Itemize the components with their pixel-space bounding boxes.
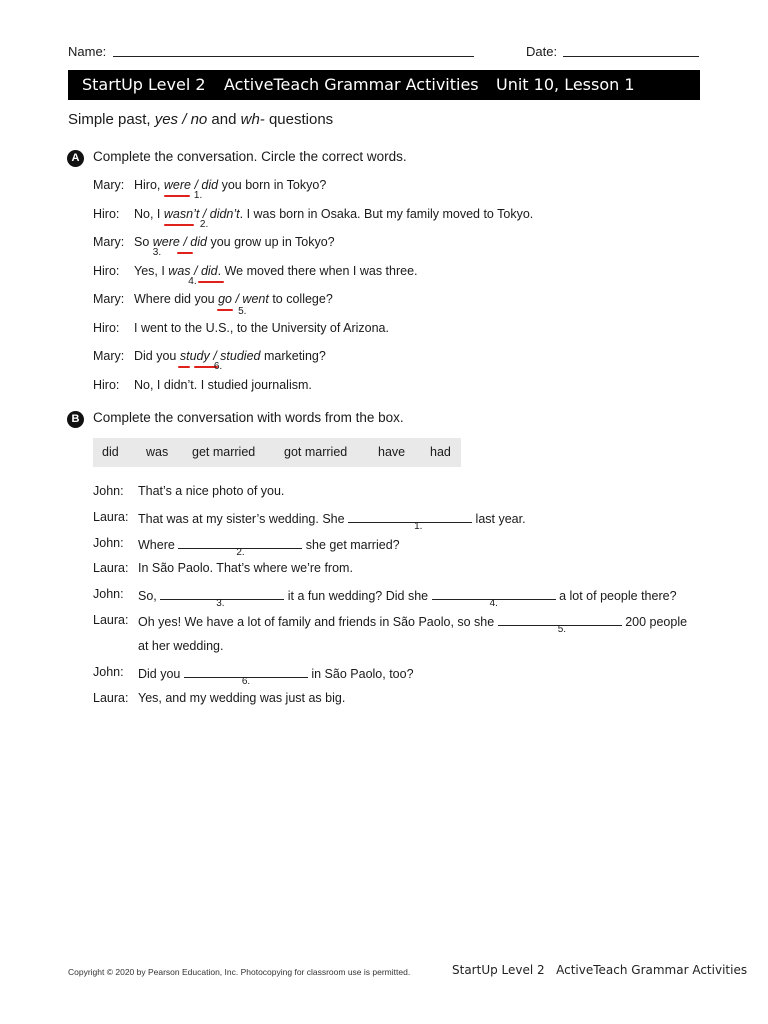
speaker-label: Mary: <box>93 292 125 306</box>
word-box-item: get married <box>192 445 256 459</box>
section-b-instruction: Complete the conversation with words from the box. <box>93 410 404 425</box>
answer-blank[interactable] <box>184 665 308 687</box>
circled-answer-mark <box>198 281 224 283</box>
section-b-badge: B <box>67 411 84 428</box>
footer-title: StartUp Level 2 ActiveTeach Grammar Activities <box>452 963 748 977</box>
speaker-label: Hiro: <box>93 378 120 392</box>
word-box-item: got married <box>284 445 348 459</box>
title-banner <box>68 70 700 100</box>
speaker-label: John: <box>93 587 124 601</box>
line-text: Did you 6. in São Paolo, too? <box>138 667 414 687</box>
circled-answer-mark <box>164 195 190 197</box>
circled-answer-mark <box>164 224 194 226</box>
answer-choice[interactable]: study / studied 6. <box>179 349 261 372</box>
line-text: No, I didn’t. I studied journalism. <box>134 378 312 392</box>
item-number: 2. <box>236 547 245 558</box>
line-text: That was at my sister’s wedding. She 1. last year. <box>138 512 526 532</box>
answer-choice[interactable]: were / did 3. <box>152 235 207 258</box>
answer-choice[interactable]: go / went 5. <box>218 292 269 317</box>
item-number: 6. <box>213 361 223 372</box>
line-text: Where did you go / went 5. to college? <box>134 292 333 317</box>
name-line <box>113 56 474 57</box>
word-box-item: had <box>430 445 451 459</box>
circled-answer-mark <box>217 309 233 311</box>
word-box-item: was <box>146 445 169 459</box>
speaker-label: Mary: <box>93 349 125 363</box>
line-text: Yes, and my wedding was just as big. <box>138 691 346 705</box>
name-label: Name: <box>68 44 107 59</box>
banner-activity: ActiveTeach Grammar Activities <box>224 75 479 94</box>
speaker-label: John: <box>93 536 124 550</box>
item-number: 2. <box>199 219 209 230</box>
speaker-label: Laura: <box>93 561 129 575</box>
speaker-label: Hiro: <box>93 321 120 335</box>
answer-choice[interactable]: was / did 4. <box>168 264 217 278</box>
item-number: 5. <box>238 306 247 317</box>
banner-unit: Unit 10, Lesson 1 <box>496 75 635 94</box>
answer-blank[interactable] <box>178 536 302 558</box>
circled-answer-mark <box>178 366 190 368</box>
speaker-label: Laura: <box>93 510 129 524</box>
line-text: Yes, I was / did 4. . We moved there when I was three. <box>134 264 418 287</box>
word-box-item: did <box>102 445 119 459</box>
circled-answer-mark <box>177 252 193 254</box>
line-text: at her wedding. <box>138 639 224 653</box>
line-text: Oh yes! We have a lot of family and friends in São Paolo, so she 5. 200 people <box>138 615 688 635</box>
item-number: 3. <box>216 598 225 609</box>
speaker-label: John: <box>93 665 124 679</box>
answer-choice[interactable]: were / did 1. <box>163 178 219 201</box>
line-text: So, 3. it a fun wedding? Did she 4. a lot of people there? <box>138 589 677 609</box>
item-number: 5. <box>557 624 567 635</box>
speaker-label: Mary: <box>93 178 125 192</box>
item-number: 4. <box>188 276 197 287</box>
section-a-badge: A <box>67 150 84 167</box>
word-box-item: have <box>378 445 406 459</box>
speaker-label: Hiro: <box>93 264 120 278</box>
line-text: Did you study / studied 6. marketing? <box>134 349 326 372</box>
item-number: 3. <box>152 247 162 258</box>
line-text: No, I wasn’t / didn’t 2. . I was born in Osaka. But my family moved to Tokyo. <box>134 207 534 230</box>
speaker-label: Hiro: <box>93 207 120 221</box>
answer-blank[interactable] <box>432 587 556 609</box>
line-text: I went to the U.S., to the University of Arizona. <box>134 321 389 335</box>
line-text: Where 2. she get married? <box>138 538 400 558</box>
speaker-label: Mary: <box>93 235 125 249</box>
line-text: In São Paolo. That’s where we’re from. <box>138 561 353 575</box>
date-line <box>563 56 699 57</box>
line-text: So were / did 3. you grow up in Tokyo? <box>134 235 335 258</box>
page-subtitle: Simple past, yes / no and wh- questions <box>68 111 334 128</box>
line-text: Hiro, were / did 1. you born in Tokyo? <box>134 178 327 201</box>
item-number: 1. <box>414 521 423 532</box>
item-number: 1. <box>193 190 203 201</box>
answer-blank[interactable] <box>160 587 284 609</box>
answer-choice[interactable]: wasn’t / didn’t 2. <box>163 207 240 230</box>
speaker-label: Laura: <box>93 613 129 627</box>
date-label: Date: <box>526 44 558 59</box>
speaker-label: John: <box>93 484 124 498</box>
answer-blank[interactable] <box>498 613 622 635</box>
answer-blank[interactable] <box>348 510 472 532</box>
copyright-notice: Copyright © 2020 by Pearson Education, Inc. Photocopying for classroom use is permitted. <box>68 967 411 977</box>
banner-course: StartUp Level 2 <box>82 75 206 94</box>
word-box <box>93 438 461 467</box>
item-number: 6. <box>241 676 251 687</box>
section-a-instruction: Complete the conversation. Circle the correct words. <box>93 149 407 164</box>
speaker-label: Laura: <box>93 691 129 705</box>
line-text: That’s a nice photo of you. <box>138 484 285 498</box>
item-number: 4. <box>489 598 498 609</box>
